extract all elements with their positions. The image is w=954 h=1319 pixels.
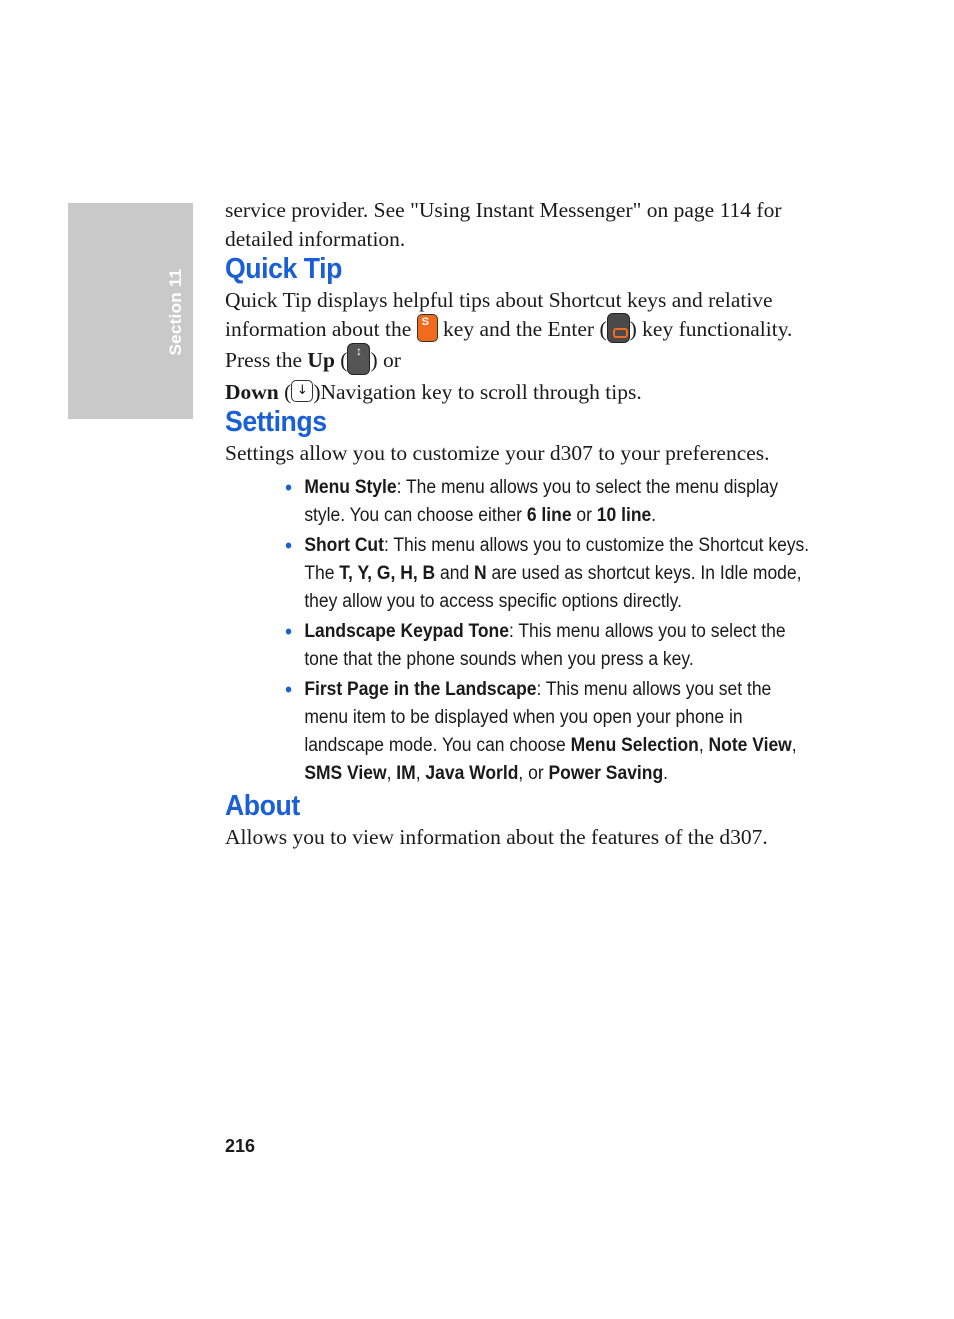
up-nav-key-icon: ↕ (347, 343, 370, 375)
down-nav-key-icon: ↓ (291, 380, 313, 402)
settings-intro: Settings allow you to customize your d307 to your preferences. (225, 441, 770, 466)
quick-tip-paragraph: Quick Tip displays helpful tips about Shortcut keys and relative information about the S key and the Enter ( ) key functionality. Press the Up ( ↕ ) or Down ( ↓ )Navigation key to scroll through tips. (225, 288, 793, 404)
down-label: Down (225, 379, 279, 404)
up-label: Up (307, 347, 335, 372)
about-heading: About (225, 789, 300, 822)
page-content (225, 196, 810, 851)
page-number: 216 (225, 1136, 256, 1156)
list-item: • Menu Style: The menu allows you to select the menu display style. You can choose either 6 line or 10 line. (285, 474, 812, 530)
list-item: • Landscape Keypad Tone: This menu allows you to select the tone that the phone sounds when you press a key. (285, 618, 812, 674)
enter-key-icon (607, 313, 630, 343)
section-label: Section 11 (166, 268, 185, 356)
settings-heading: Settings (225, 406, 327, 439)
settings-list (285, 474, 810, 788)
about-paragraph: Allows you to view information about the features of the d307. (225, 824, 768, 849)
quick-tip-heading: Quick Tip (225, 253, 342, 285)
list-item: • Short Cut: This menu allows you to customize the Shortcut keys. The T, Y, G, H, B and N are used as shortcut keys. In Idle mode, they allow you to access specific options directly. (285, 532, 812, 616)
s-key-icon: S (417, 314, 438, 342)
intro-paragraph: service provider. See "Using Instant Messenger" on page 114 for detailed information. (225, 198, 782, 251)
list-item: • First Page in the Landscape: This menu allows you set the menu item to be displayed when you open your phone in landscape mode. You can choose Menu Selection, Note View, SMS View, IM, Java World, or Power Saving. (285, 676, 812, 788)
